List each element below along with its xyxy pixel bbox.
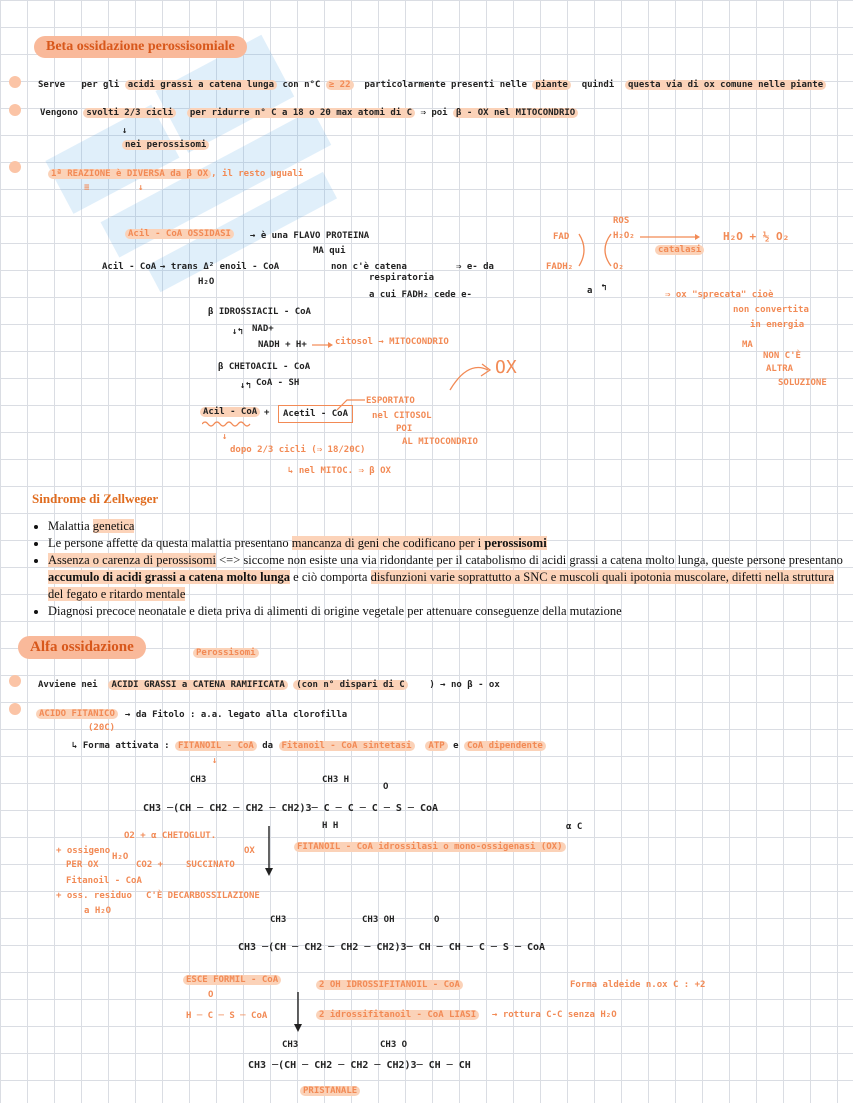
nei-perossisomi: nei perossisomi <box>122 140 209 150</box>
e-da: ⇒ e- da <box>456 262 494 272</box>
nel-citosol: nel CITOSOL <box>372 411 432 421</box>
plus-sign: + <box>264 408 270 418</box>
h2o-small: H₂O <box>112 852 129 862</box>
fitanoil-structure: CH3 ─(CH ─ CH2 ─ CH2 ─ CH2)3─ C ─ C ─ C ─ S ─ CoA <box>143 803 439 814</box>
in-energia: in energia <box>750 320 805 330</box>
zellweger-list <box>28 518 848 620</box>
pristanale: PRISTANALE <box>300 1086 360 1096</box>
beta-line1: Serve per gli acidi grassi a catena lunga con n°C ≥ 22 particolarmente presenti nelle piante quindi questa via di ox comune nelle piante <box>38 80 826 90</box>
idrossiacil: β IDROSSIACIL - CoA <box>208 307 311 317</box>
note-ossigeno: + ossigeno <box>56 846 111 856</box>
zellweger-title: Sindrome di Zellweger <box>32 491 159 506</box>
ros: ROS <box>613 216 630 226</box>
trans-enoil: → trans Δ² enoil - CoA <box>160 262 280 272</box>
down-arrow: ↓ <box>122 126 128 136</box>
beta-title: Beta ossidazione perossisomiale <box>34 36 247 58</box>
h2o-label: H₂O <box>198 277 215 287</box>
reaction-arrow-2 <box>291 992 305 1032</box>
catalasi: catalasi <box>655 245 704 255</box>
forma-attivata: ↳ Forma attivata : FITANOIL - CoA da Fitanoil - CoA sintetasi ATP e CoA dipendente <box>72 741 546 751</box>
h2o-half-o2: H₂O + ½ O₂ <box>723 230 790 243</box>
o-mid: O <box>434 915 440 925</box>
fadh2: FADH₂ <box>546 262 574 272</box>
zellweger-bullet-3: • Assenza o carenza di perossisomi <=> siccome non esiste una via ridondante per il catabolismo di acidi grassi a catena molto lunga, queste persone presentano accumulo di acidi grassi a catena molto lunga e ciò comporta disfunzioni varie soprattutto a SNC e muscoli quali ipotonia muscolare, difetti nella struttura del fegato e ritardo mentale <box>48 552 848 603</box>
forma-aldeide: Forma aldeide n.ox C : +2 <box>570 980 706 990</box>
zellweger-bullet-4: • Diagnosi precoce neonatale e dieta priva di alimenti di origine vegetale per attenuare conseguenze della mutazione <box>48 603 848 620</box>
decarbossilazione: C'È DECARBOSSILAZIONE <box>146 891 260 901</box>
down-arrow-2: ↓ <box>222 432 228 442</box>
zellweger-bullet-2: • Le persone affette da questa malattia presentano mancanza di geni che codificano per i perossisomi <box>48 535 848 552</box>
non-convertita: non convertita <box>733 305 809 315</box>
acil-ossidasi: Acil - CoA OSSIDASI <box>125 229 234 239</box>
ch3-top: CH3 <box>190 775 207 785</box>
alfa-title: Alfa ossidazione <box>18 636 146 659</box>
ch3-bot: CH3 <box>282 1040 299 1050</box>
fad: FAD <box>553 232 570 242</box>
ch3-o-bot: CH3 O <box>380 1040 408 1050</box>
alfa-c: α C <box>566 822 583 832</box>
da-fitolo: → da Fitolo : a.a. legato alla clorofilla <box>125 710 348 720</box>
liasi: 2 idrossifitanoil - CoA LIASI <box>316 1010 479 1020</box>
acil-coa-2: Acil - CoA <box>200 407 260 417</box>
curved-arrow: ↰ <box>601 283 607 293</box>
esportato: ESPORTATO <box>366 396 415 406</box>
respiratoria: respiratoria <box>369 273 435 283</box>
nad-arrow: ↓↰ <box>232 327 243 337</box>
ch3-oh: CH3 OH <box>362 915 395 925</box>
idrossifitanoil-label: 2 OH IDROSSIFITANOIL - CoA <box>316 980 463 990</box>
co2: CO2 + <box>136 860 164 870</box>
o-top: O <box>383 782 389 792</box>
prima-reazione: 1ª REAZIONE è DIVERSA da β OX , il resto uguali <box>48 169 303 179</box>
altra: ALTRA <box>766 364 794 374</box>
idrossifitanoil-structure: CH3 ─(CH ─ CH2 ─ CH2 ─ CH2)3─ CH ─ CH ─ C ─ S ─ CoA <box>238 942 546 953</box>
bullet-dot <box>9 675 21 687</box>
formil-o: O <box>208 990 214 1000</box>
chetoacil: β CHETOACIL - CoA <box>218 362 311 372</box>
acil-coa-1: Acil - CoA <box>102 262 157 272</box>
nadh: NADH + H+ <box>258 340 307 350</box>
note-residuo: + oss. residuo <box>56 891 132 901</box>
arrow-citosol <box>312 340 334 350</box>
bullet-dot <box>9 76 21 88</box>
fitanico-20c: (20C) <box>88 723 116 733</box>
flavoproteina: → è una FLAVO PROTEINA <box>250 231 370 241</box>
equiv-arrow: ≡ ↓ <box>84 183 144 193</box>
ch3-h-top: CH3 H <box>322 775 350 785</box>
bullet-dot <box>9 703 21 715</box>
squiggle <box>202 420 252 428</box>
al-mito: AL MITOCONDRIO <box>402 437 478 447</box>
ox-sprecata: ⇒ ox "sprecata" cioè <box>665 290 774 300</box>
non-catena: non c'è catena <box>331 262 407 272</box>
arrow-esportato <box>337 398 367 412</box>
nad: NAD+ <box>252 324 274 334</box>
esce-formil: ESCE FORMIL - CoA <box>183 975 281 985</box>
arrow-to-catalasi <box>640 232 700 242</box>
ch3-mid: CH3 <box>270 915 287 925</box>
poi: POI <box>396 424 413 434</box>
perossisomi-tag: Perossisomi <box>193 648 259 658</box>
note-fitanoil: Fitanoil - CoA <box>66 876 142 886</box>
o2: O₂ <box>613 262 624 272</box>
reaction-arrow-1 <box>262 826 276 876</box>
fad-cycle-arcs <box>575 228 615 272</box>
a-arrow: a <box>587 286 593 296</box>
down-arrow-3: ↓ <box>212 756 218 766</box>
succinato: SUCCINATO <box>186 860 235 870</box>
fadh-cede: a cui FADH₂ cede e- <box>369 290 472 300</box>
acetil-coa: Acetil - CoA <box>278 405 353 423</box>
h-low: H H <box>322 821 339 831</box>
dopo-cicli: dopo 2/3 cicli (⇒ 18/20C) <box>230 445 366 455</box>
formil-coa: H ─ C ─ S ─ CoA <box>186 1011 268 1021</box>
beta-line2: Vengono svolti 2/3 cicli per ridurre n° C a 18 o 20 max atomi di C ⇒ poi β - OX nel MITOCONDRIO <box>40 108 578 118</box>
nel-mitoc: ↳ nel MITOC. ⇒ β OX <box>288 466 391 476</box>
citosol-mito: citosol → MITOCONDRIO <box>335 337 449 347</box>
ma: MA <box>742 340 753 350</box>
coash: CoA - SH <box>256 378 300 388</box>
ox-small: OX <box>244 846 255 856</box>
o2-chetoglut: O2 + α CHETOGLUT. <box>124 831 217 841</box>
acido-fitanico: ACIDO FITANICO <box>36 709 118 719</box>
note-per-ox: PER OX <box>66 860 99 870</box>
bullet-dot <box>9 161 21 173</box>
note-h2o: a H₂O <box>84 906 112 916</box>
h2o2: H₂O₂ <box>613 231 635 241</box>
fitanoil-idrossilasi: FITANOIL - CoA idrossilasi o mono-ossigenasi (OX) <box>294 842 566 852</box>
coash-arrow: ↓↰ <box>240 381 251 391</box>
soluzione: SOLUZIONE <box>778 378 827 388</box>
bullet-dot <box>9 104 21 116</box>
rottura: → rottura C-C senza H₂O <box>492 1010 617 1020</box>
zellweger-bullet-1: • Malattia genetica <box>48 518 848 535</box>
ma-qui: MA qui <box>313 246 346 256</box>
non-ce: NON C'È <box>763 351 801 361</box>
alfa-line1: Avviene nei ACIDI GRASSI a CATENA RAMIFICATA (con n° dispari di C ) → no β - ox <box>38 680 500 690</box>
pristanale-structure: CH3 ─(CH ─ CH2 ─ CH2 ─ CH2)3─ CH ─ CH <box>248 1060 471 1071</box>
ox-big: OX <box>495 357 517 378</box>
